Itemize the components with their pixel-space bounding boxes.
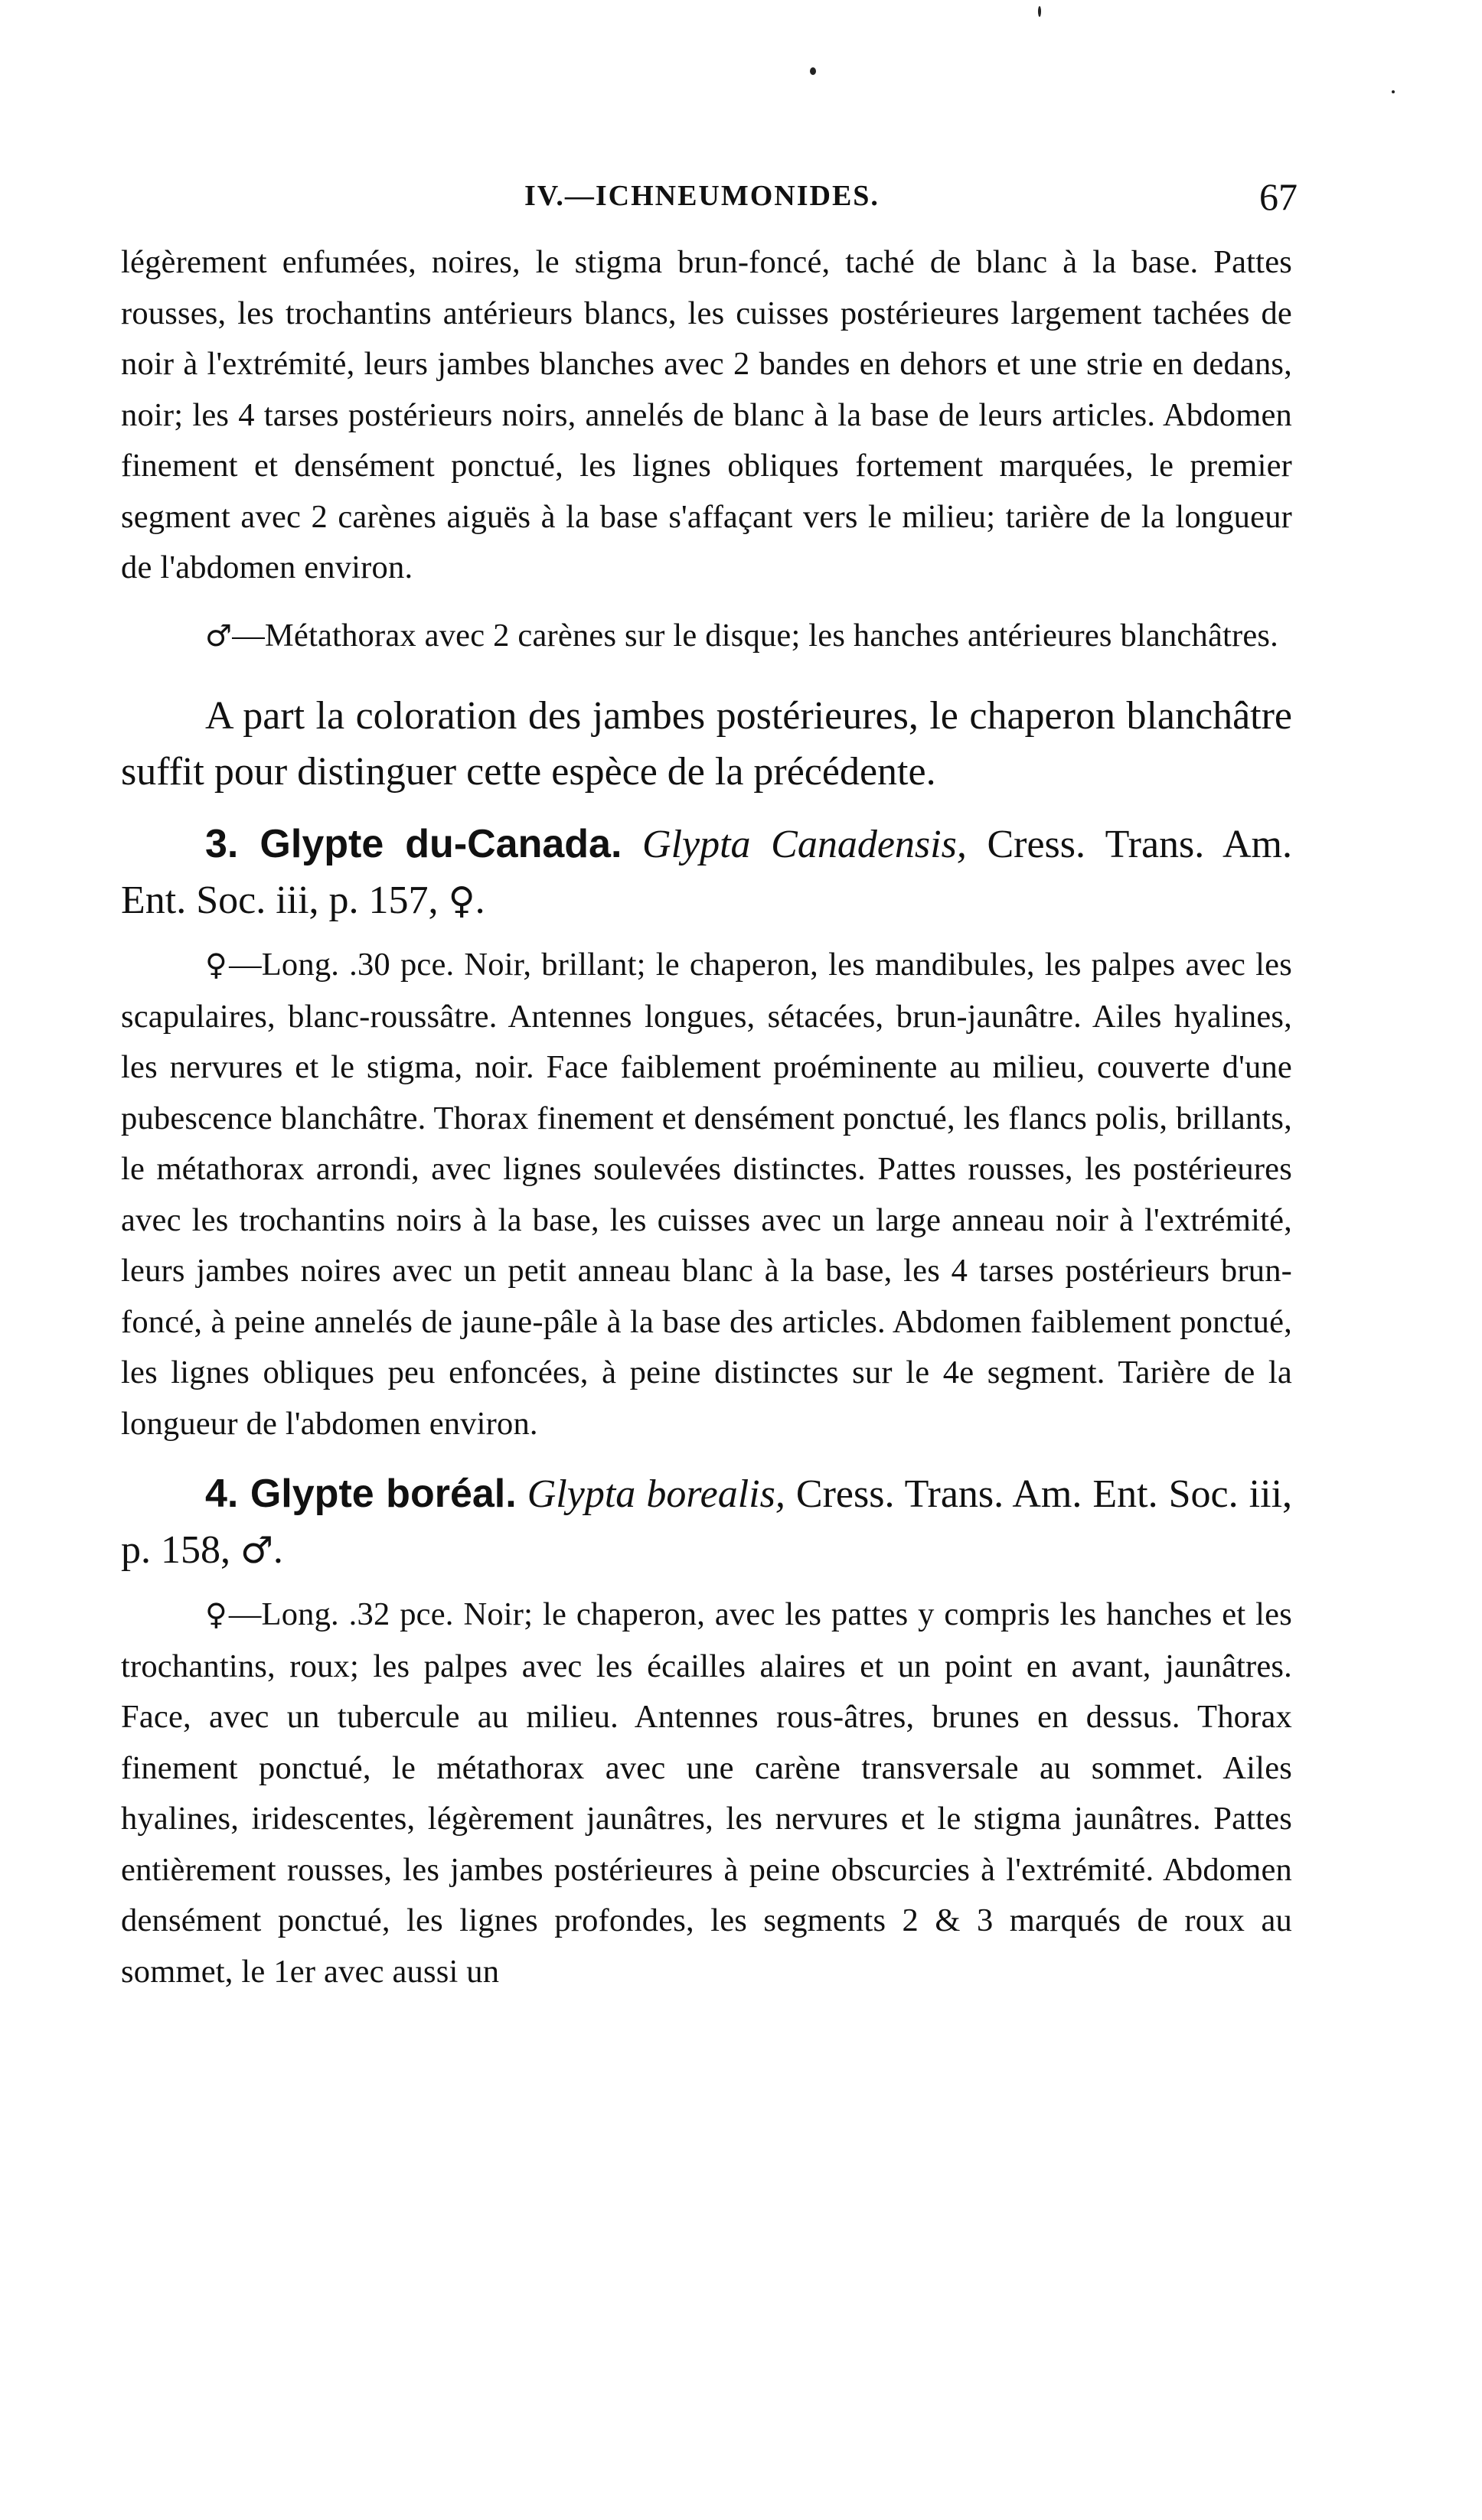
species-latin-name-3: Glypta Canadensis,: [642, 823, 967, 866]
male-description-paragraph: [121, 611, 1292, 663]
print-speck: [1038, 6, 1041, 17]
female-symbol: ♀: [448, 880, 475, 922]
page-body: [121, 237, 1292, 1997]
species-heading-end-3: .: [475, 879, 485, 922]
male-symbol: ♂: [205, 618, 233, 654]
male-symbol: ♂: [240, 1530, 273, 1572]
print-speck: [1392, 90, 1395, 93]
remark-paragraph: A part la coloration des jambes postérieures, le chaperon blanchâtre suffit pour distinguer cette espèce de la précédente.: [121, 694, 1292, 794]
page-header: [119, 174, 1298, 228]
female-description-paragraph-4: [121, 1589, 1292, 1997]
page-number: 67: [1259, 175, 1298, 218]
species-name-4: 4. Glypte boréal.: [205, 1472, 517, 1516]
male-description-text: —Métathorax avec 2 carènes sur le disque; les hanches antérieures blanchâtres.: [232, 617, 1278, 654]
continued-description-paragraph: légèrement enfumées, noires, le stigma brun-foncé, taché de blanc à la base. Pattes rousses, les trochantins antérieurs blancs, les cuisses postérieures largement tachées de noir à l'extrémité, leurs jambes blanches avec 2 bandes en dehors et une strie en dedans, noir; les 4 tarses postérieurs noirs, annelés de blanc à la base de leurs articles. Abdomen finement et densément ponctué, les lignes obliques fortement marquées, le premier segment avec 2 carènes aiguës à la base s'affaçant vers le milieu; tarière de la longueur de l'abdomen environ.: [121, 244, 1292, 585]
species-reference-4: Cress. Trans. Am. Ent. Soc. iii, p. 158,: [121, 1472, 1293, 1572]
female-description-text-4: —Long. .32 pce. Noir; le chaperon, avec les pattes y compris les hanches et les trochantins, roux; les palpes avec les écailles alaires et un point en avant, jaunâtres. Face, avec un tubercule au milieu. Antennes rous-âtres, brunes en dessus. Thorax finement ponctué, le métathorax avec une carène transversale au sommet. Ailes hyalines, iridescentes, légèrement jaunâtres, les nervures et le stigma jaunâtres. Pattes entièrement rousses, les jambes postérieures à peine obscurcies à l'extrémité. Abdomen densément ponctué, les lignes profondes, les segments 2 & 3 marqués de roux au sommet, le 1er avec aussi un: [121, 1596, 1292, 1990]
female-symbol: ♀: [205, 1598, 229, 1632]
female-symbol: ♀: [205, 948, 230, 983]
species-heading-4: [121, 1466, 1292, 1579]
female-description-text-3: —Long. .30 pce. Noir, brillant; le chaperon, les mandibules, les palpes avec les scapulaires, blanc-roussâtre. Antennes longues, sétacées, brun-jaunâtre. Ailes hyalines, les nervures et le stigma, noir. Face faiblement proéminente au milieu, couverte d'une pubescence blanchâtre. Thorax finement et densément ponctué, les flancs polis, brillants, le métathorax arrondi, avec lignes soulevées distinctes. Pattes rousses, les postérieures avec les trochantins noirs à la base, les cuisses avec un large anneau noir à l'extrémité, leurs jambes noires avec un petit anneau blanc à la base, les 4 tarses postérieurs brun-foncé, à peine annelés de jaune-pâle à la base des articles. Abdomen faiblement ponctué, les lignes obliques peu enfoncées, à peine distinctes sur le 4e segment. Tarière de la longueur de l'abdomen environ.: [121, 947, 1292, 1442]
running-title: IV.—ICHNEUMONIDES.: [524, 180, 880, 212]
species-name-3: 3. Glypte du-Canada.: [205, 822, 622, 866]
female-description-paragraph-3: [121, 940, 1292, 1449]
species-heading-3: [121, 817, 1292, 929]
species-reference-3: Cress. Trans. Am. Ent. Soc. iii, p. 157,: [121, 823, 1292, 922]
species-latin-name-4: Glypta borealis,: [527, 1472, 785, 1516]
species-heading-end-4: .: [273, 1528, 283, 1572]
print-speck: [810, 67, 816, 75]
